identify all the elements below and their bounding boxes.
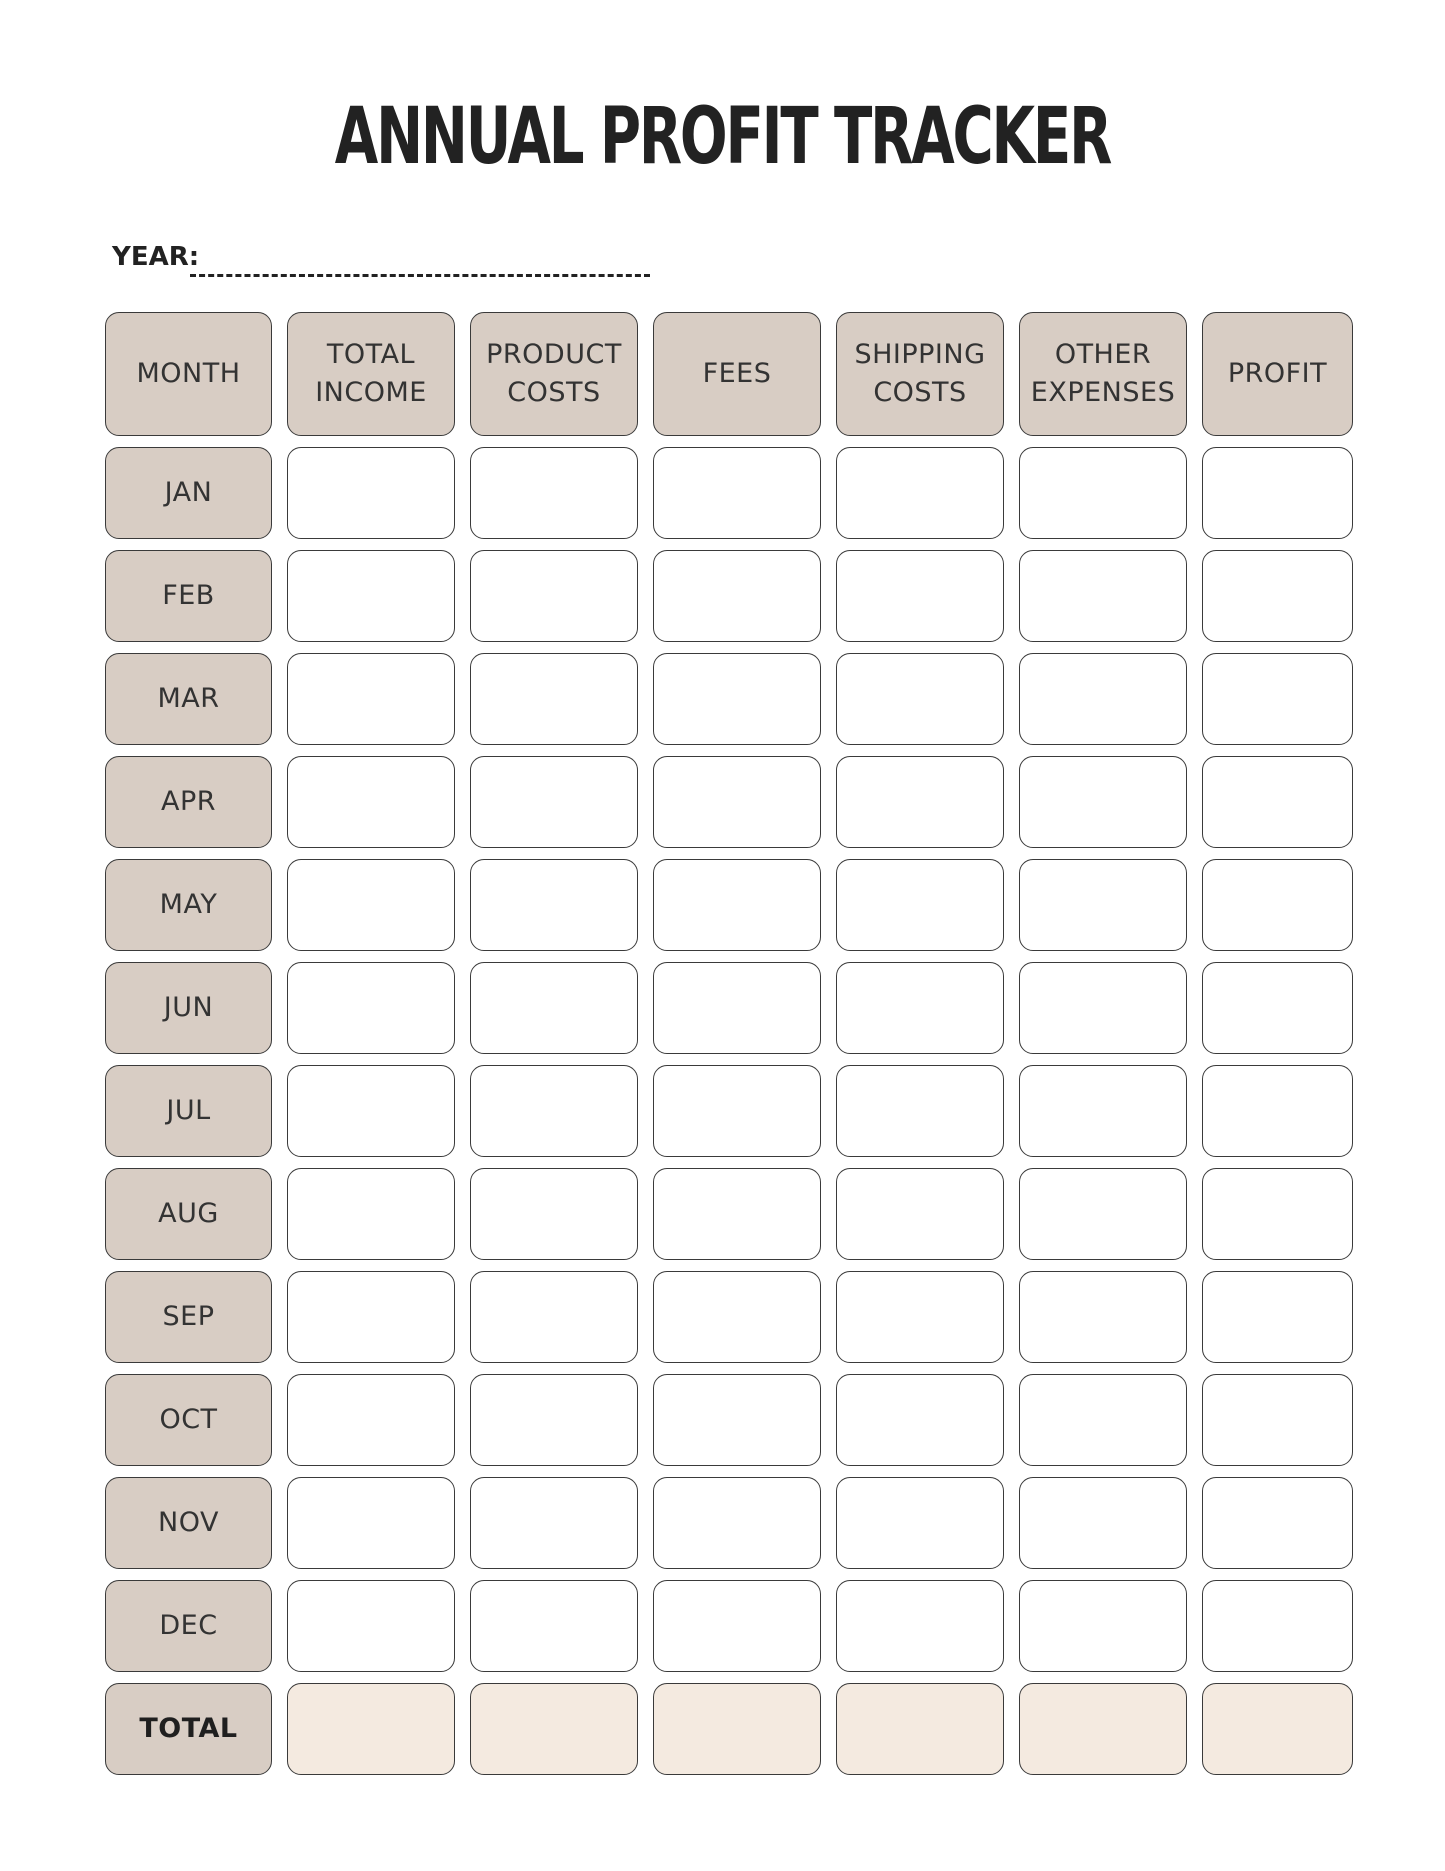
sep-fees-cell[interactable] <box>653 1271 821 1363</box>
nov-shipping-costs-cell[interactable] <box>836 1477 1004 1569</box>
aug-total-income-cell[interactable] <box>287 1168 455 1260</box>
nov-other-expenses-cell[interactable] <box>1019 1477 1187 1569</box>
may-total-income-cell[interactable] <box>287 859 455 951</box>
nov-product-costs-cell[interactable] <box>470 1477 638 1569</box>
jan-total-income-cell[interactable] <box>287 447 455 539</box>
jan-product-costs-cell[interactable] <box>470 447 638 539</box>
total-profit-cell[interactable] <box>1202 1683 1353 1775</box>
month-label-jan: JAN <box>105 447 272 539</box>
feb-total-income-cell[interactable] <box>287 550 455 642</box>
may-profit-cell[interactable] <box>1202 859 1353 951</box>
mar-total-income-cell[interactable] <box>287 653 455 745</box>
jan-fees-cell[interactable] <box>653 447 821 539</box>
aug-product-costs-cell[interactable] <box>470 1168 638 1260</box>
jun-shipping-costs-cell[interactable] <box>836 962 1004 1054</box>
aug-other-expenses-cell[interactable] <box>1019 1168 1187 1260</box>
header-other-expenses: OTHER EXPENSES <box>1019 312 1187 436</box>
jun-total-income-cell[interactable] <box>287 962 455 1054</box>
aug-fees-cell[interactable] <box>653 1168 821 1260</box>
sep-shipping-costs-cell[interactable] <box>836 1271 1004 1363</box>
month-label-jul: JUL <box>105 1065 272 1157</box>
total-other-expenses-cell[interactable] <box>1019 1683 1187 1775</box>
jul-profit-cell[interactable] <box>1202 1065 1353 1157</box>
jul-total-income-cell[interactable] <box>287 1065 455 1157</box>
sep-product-costs-cell[interactable] <box>470 1271 638 1363</box>
month-label-jun: JUN <box>105 962 272 1054</box>
may-other-expenses-cell[interactable] <box>1019 859 1187 951</box>
header-shipping-costs: SHIPPING COSTS <box>836 312 1004 436</box>
total-shipping-costs-cell[interactable] <box>836 1683 1004 1775</box>
dec-profit-cell[interactable] <box>1202 1580 1353 1672</box>
sep-other-expenses-cell[interactable] <box>1019 1271 1187 1363</box>
apr-total-income-cell[interactable] <box>287 756 455 848</box>
feb-product-costs-cell[interactable] <box>470 550 638 642</box>
oct-profit-cell[interactable] <box>1202 1374 1353 1466</box>
header-month: MONTH <box>105 312 272 436</box>
jan-profit-cell[interactable] <box>1202 447 1353 539</box>
may-product-costs-cell[interactable] <box>470 859 638 951</box>
sep-total-income-cell[interactable] <box>287 1271 455 1363</box>
month-label-nov: NOV <box>105 1477 272 1569</box>
header-product-costs: PRODUCT COSTS <box>470 312 638 436</box>
month-label-may: MAY <box>105 859 272 951</box>
apr-fees-cell[interactable] <box>653 756 821 848</box>
page-title: ANNUAL PROFIT TRACKER <box>334 92 1111 182</box>
jul-product-costs-cell[interactable] <box>470 1065 638 1157</box>
apr-profit-cell[interactable] <box>1202 756 1353 848</box>
month-label-aug: AUG <box>105 1168 272 1260</box>
jun-profit-cell[interactable] <box>1202 962 1353 1054</box>
feb-shipping-costs-cell[interactable] <box>836 550 1004 642</box>
total-fees-cell[interactable] <box>653 1683 821 1775</box>
oct-shipping-costs-cell[interactable] <box>836 1374 1004 1466</box>
dec-product-costs-cell[interactable] <box>470 1580 638 1672</box>
mar-fees-cell[interactable] <box>653 653 821 745</box>
oct-product-costs-cell[interactable] <box>470 1374 638 1466</box>
month-label-oct: OCT <box>105 1374 272 1466</box>
jan-shipping-costs-cell[interactable] <box>836 447 1004 539</box>
jul-other-expenses-cell[interactable] <box>1019 1065 1187 1157</box>
aug-shipping-costs-cell[interactable] <box>836 1168 1004 1260</box>
profit-table <box>105 312 1350 1775</box>
sep-profit-cell[interactable] <box>1202 1271 1353 1363</box>
mar-shipping-costs-cell[interactable] <box>836 653 1004 745</box>
month-label-dec: DEC <box>105 1580 272 1672</box>
oct-other-expenses-cell[interactable] <box>1019 1374 1187 1466</box>
dec-fees-cell[interactable] <box>653 1580 821 1672</box>
year-label: YEAR: <box>112 242 200 272</box>
oct-total-income-cell[interactable] <box>287 1374 455 1466</box>
mar-profit-cell[interactable] <box>1202 653 1353 745</box>
month-label-sep: SEP <box>105 1271 272 1363</box>
apr-shipping-costs-cell[interactable] <box>836 756 1004 848</box>
feb-other-expenses-cell[interactable] <box>1019 550 1187 642</box>
dec-other-expenses-cell[interactable] <box>1019 1580 1187 1672</box>
dec-shipping-costs-cell[interactable] <box>836 1580 1004 1672</box>
feb-profit-cell[interactable] <box>1202 550 1353 642</box>
oct-fees-cell[interactable] <box>653 1374 821 1466</box>
total-total-income-cell[interactable] <box>287 1683 455 1775</box>
header-profit: PROFIT <box>1202 312 1353 436</box>
total-product-costs-cell[interactable] <box>470 1683 638 1775</box>
apr-product-costs-cell[interactable] <box>470 756 638 848</box>
nov-profit-cell[interactable] <box>1202 1477 1353 1569</box>
may-shipping-costs-cell[interactable] <box>836 859 1004 951</box>
jul-shipping-costs-cell[interactable] <box>836 1065 1004 1157</box>
aug-profit-cell[interactable] <box>1202 1168 1353 1260</box>
jan-other-expenses-cell[interactable] <box>1019 447 1187 539</box>
mar-other-expenses-cell[interactable] <box>1019 653 1187 745</box>
nov-fees-cell[interactable] <box>653 1477 821 1569</box>
month-label-mar: MAR <box>105 653 272 745</box>
total-row-label: TOTAL <box>105 1683 272 1775</box>
jun-other-expenses-cell[interactable] <box>1019 962 1187 1054</box>
header-fees: FEES <box>653 312 821 436</box>
may-fees-cell[interactable] <box>653 859 821 951</box>
year-input-line[interactable] <box>190 274 650 277</box>
header-total-income: TOTAL INCOME <box>287 312 455 436</box>
jul-fees-cell[interactable] <box>653 1065 821 1157</box>
mar-product-costs-cell[interactable] <box>470 653 638 745</box>
nov-total-income-cell[interactable] <box>287 1477 455 1569</box>
jun-fees-cell[interactable] <box>653 962 821 1054</box>
month-label-feb: FEB <box>105 550 272 642</box>
dec-total-income-cell[interactable] <box>287 1580 455 1672</box>
feb-fees-cell[interactable] <box>653 550 821 642</box>
month-label-apr: APR <box>105 756 272 848</box>
apr-other-expenses-cell[interactable] <box>1019 756 1187 848</box>
jun-product-costs-cell[interactable] <box>470 962 638 1054</box>
